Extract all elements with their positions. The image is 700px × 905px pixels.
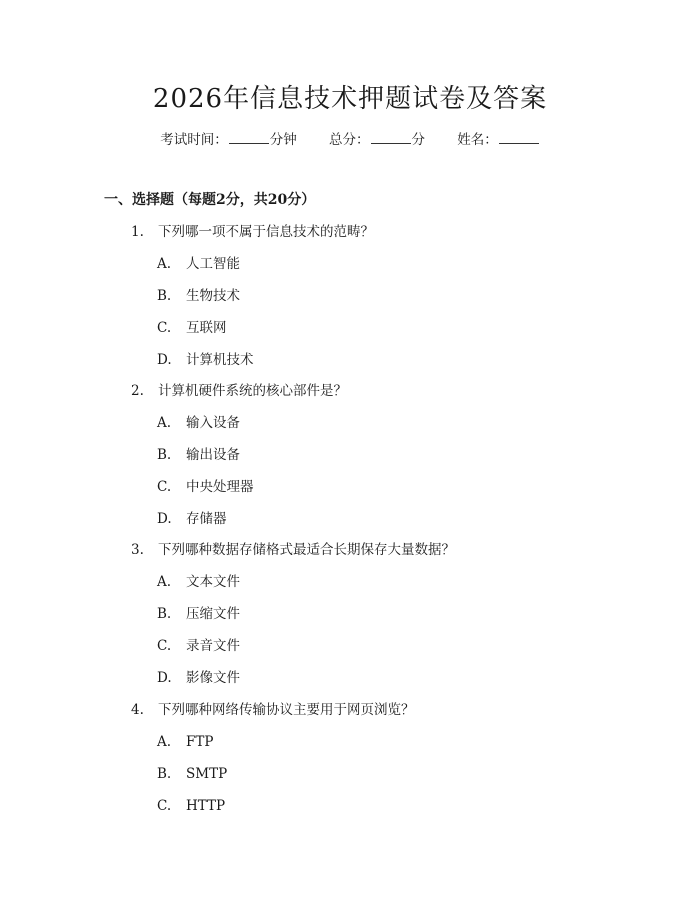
question-text: 下列哪一项不属于信息技术的范畴？: [158, 224, 374, 240]
exam-title: 2026年信息技术押题试卷及答案: [152, 84, 548, 114]
option-4b: [157, 764, 227, 784]
option-text: 影像文件: [186, 670, 240, 686]
time-blank: [229, 131, 269, 144]
option-3b: [157, 604, 240, 624]
question-text: 计算机硬件系统的核心部件是？: [158, 383, 347, 399]
option-1d: [157, 350, 254, 370]
option-letter: C.: [157, 479, 172, 495]
time-unit: 分钟: [269, 132, 297, 148]
option-text: SMTP: [186, 766, 228, 782]
option-letter: A.: [157, 734, 172, 750]
option-3a: [157, 572, 240, 592]
option-text: 输出设备: [186, 447, 240, 463]
option-letter: C.: [157, 798, 172, 814]
option-1b: [157, 286, 240, 306]
score-unit: 分: [411, 132, 425, 148]
option-1a: [157, 254, 240, 274]
exam-meta: [0, 130, 700, 150]
score-blank: [371, 131, 411, 144]
question-number: 1.: [131, 224, 144, 240]
option-4c: [157, 796, 225, 816]
name-label: 姓名：: [457, 132, 498, 148]
option-letter: A.: [157, 256, 172, 272]
option-letter: D.: [157, 352, 172, 368]
option-letter: B.: [157, 288, 172, 304]
option-text: FTP: [186, 734, 214, 750]
name-blank: [499, 131, 539, 144]
option-3d: [157, 668, 240, 688]
option-letter: A.: [157, 415, 172, 431]
name-field: [457, 130, 540, 150]
option-3c: [157, 636, 240, 656]
option-text: 输入设备: [186, 415, 240, 431]
option-letter: A.: [157, 574, 172, 590]
option-text: 互联网: [186, 320, 227, 336]
option-4a: [157, 732, 213, 752]
option-letter: D.: [157, 670, 172, 686]
question-number: 2.: [131, 383, 144, 399]
time-label: 考试时间：: [160, 132, 228, 148]
section-title: 一、选择题（每题2分，共20分）: [104, 192, 316, 208]
option-text: 中央处理器: [186, 479, 254, 495]
option-letter: B.: [157, 766, 172, 782]
option-text: 生物技术: [186, 288, 240, 304]
question-number: 3.: [131, 542, 144, 558]
option-text: 人工智能: [186, 256, 240, 272]
score-label: 总分：: [329, 132, 370, 148]
option-2b: [157, 445, 240, 465]
question-2: [131, 381, 347, 401]
option-letter: B.: [157, 447, 172, 463]
question-text: 下列哪种网络传输协议主要用于网页浏览？: [158, 702, 415, 718]
option-letter: D.: [157, 511, 172, 527]
question-number: 4.: [131, 702, 144, 718]
option-letter: B.: [157, 606, 172, 622]
option-1c: [157, 318, 227, 338]
score-field: [329, 130, 425, 150]
option-text: 压缩文件: [186, 606, 240, 622]
option-letter: C.: [157, 320, 172, 336]
option-text: 存储器: [186, 511, 227, 527]
option-text: 文本文件: [186, 574, 240, 590]
option-2d: [157, 509, 227, 529]
question-text: 下列哪种数据存储格式最适合长期保存大量数据？: [158, 542, 455, 558]
option-letter: C.: [157, 638, 172, 654]
option-2a: [157, 413, 240, 433]
option-2c: [157, 477, 254, 497]
option-text: 计算机技术: [186, 352, 254, 368]
option-text: HTTP: [186, 798, 226, 814]
question-1: [131, 222, 374, 242]
question-4: [131, 700, 415, 720]
option-text: 录音文件: [186, 638, 240, 654]
question-3: [131, 540, 455, 560]
time-field: [160, 130, 297, 150]
